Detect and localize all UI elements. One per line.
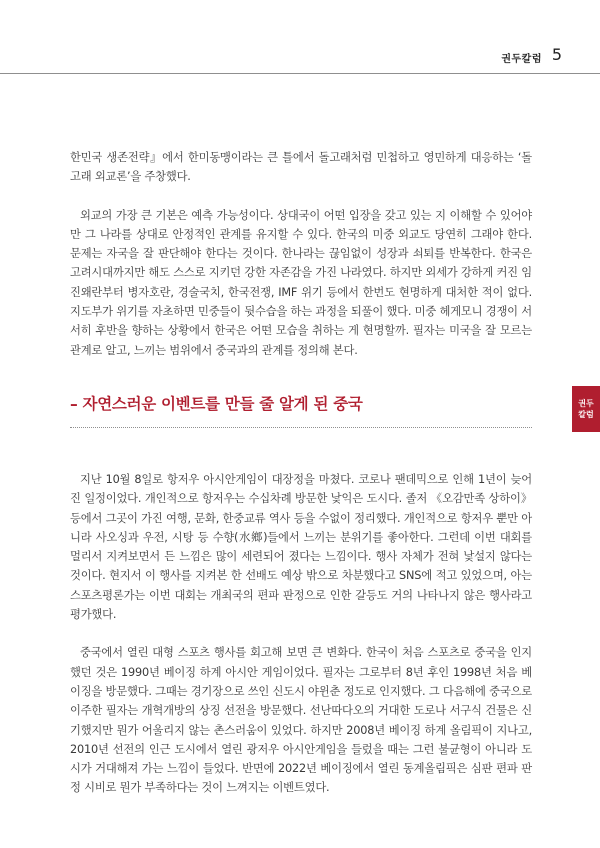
section-divider bbox=[70, 427, 532, 428]
paragraph: 한민국 생존전략』에서 한미동맹이라는 큰 틀에서 돌고래처럼 민첩하고 영민하게 대응하는 ‘돌고래 외교론’을 주창했다. bbox=[70, 151, 532, 184]
paragraph: 외교의 가장 큰 기본은 예측 가능성이다. 상대국이 어떤 입장을 갖고 있는 지 이해할 수 있어야만 그 나라를 상대로 안정적인 관계를 유지할 수 있다. 한국의 미중 외교도 당연히 그래야 한다. 문제는 자국을 잘 판단해야 한다는 것이다. 한나라는 끊임없이 성장과 쇠퇴를 반복한다. 한국은 고려시대까지만 해도 스스로 지키던 강한 자존감을 가진 나라였다. 하지만 외세가 강하게 커진 임진왜란부터 병자호란, 경술국치, 한국전쟁, IMF 위기 등에서 한번도 현명하게 대처한 적이 없다. 지도부가 위기를 자초하면 민중들이 뒷수습을 하는 과정을 되풀이 했다. 미중 헤게모니 경쟁이 서서히 후반을 향하는 상황에서 한국은 어떤 모습을 취하는 게 현명할까. 필자는 미국을 잘 모르는 관계로 알고, 느끼는 범위에서 중국과의 관계를 정의해 본다. bbox=[70, 208, 532, 357]
page-number: 5 bbox=[551, 45, 562, 64]
section-title: – 자연스러운 이벤트를 만들 줄 알게 된 중국 bbox=[70, 394, 363, 413]
column-label: 권두칼럼 bbox=[501, 54, 542, 65]
paragraph: 중국에서 열린 대형 스포츠 행사를 회고해 보면 큰 변화다. 한국이 처음 스포츠로 중국을 인지했던 것은 1990년 베이징 하계 아시안 게임이었다. 필자는 그로부터 8년 후인 1998년 처음 베이징을 방문했다. 그때는 경기장으로 쓰인 신도시 야윈춘 정도로 인지했다. 그 다음해에 중국으로 이주한 필자는 개혁개방의 상징 선전을 방문했다. 선난따다오의 거대한 도로나 서구식 건물은 신기했지만 뭔가 어울리지 않는 촌스러움이 있었다. 하지만 2008년 베이징 하계 올림픽이 지나고, 2010년 선전의 인근 도시에서 열린 광저우 아시안게임을 들렀을 때는 그런 불균형이 아니라 도시가 거대해져 가는 느낌이 들었다. 반면에 2022년 베이징에서 열린 동계올림픽은 심판 편파 판정 시비로 뭔가 부족하다는 것이 느껴지는 이벤트였다. bbox=[70, 646, 532, 795]
side-tab-line2: 칼럼 bbox=[578, 410, 594, 419]
section-heading-block bbox=[70, 393, 532, 428]
side-tab-line1: 권두 bbox=[578, 399, 594, 408]
paragraph-gap bbox=[70, 624, 532, 643]
side-section-tab[interactable] bbox=[572, 386, 600, 432]
article-body bbox=[70, 148, 532, 798]
paragraph: 지난 10월 8일로 항저우 아시안게임이 대장정을 마쳤다. 코로나 팬데믹으로 인해 1년이 늦어진 일정이었다. 개인적으로 항저우는 수십차례 방문한 낯익은 도시다. 졸저 《오감만족 상하이》 등에서 그곳이 가진 여행, 문화, 한중교류 역사 등을 수없이 정리했다. 개인적으로 항저우 뿐만 아니라 사오싱과 우전, 시탕 등 수향(水鄉)들에서 느끼는 분위기를 좋아한다. 그런데 이번 대회를 멀리서 지켜보면서 든 느낌은 많이 세련되어 졌다는 느낌이다. 행사 자체가 전혀 낯설지 않다는 것이다. 현지서 이 행사를 지켜본 한 선배도 예상 밖으로 차분했다고 SNS에 적고 있었으며, 아는 스포츠평론가는 이번 대회는 개최국의 편파 판정으로 인한 갈등도 거의 나타나지 않은 행사라고 평가했다. bbox=[70, 472, 532, 622]
header-rule bbox=[0, 73, 600, 74]
paragraph-gap bbox=[70, 187, 532, 206]
